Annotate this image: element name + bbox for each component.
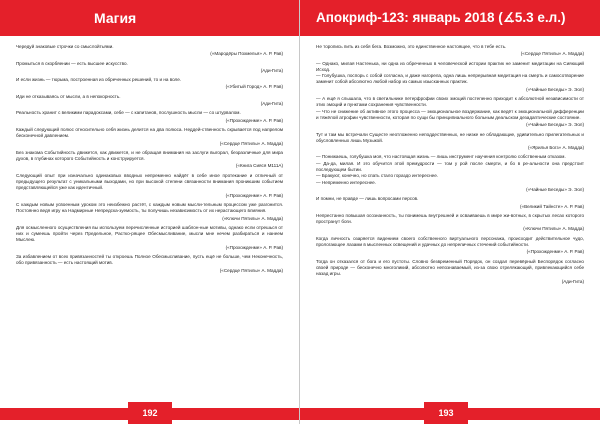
quote-source: («Чайные Беседы» Э. Эол) — [526, 86, 584, 92]
left-page-header: Магия — [0, 0, 299, 36]
quote-text: Для осмысленного осуществления вы используем перечисленные историей шаблон-ные мотивы, однако если отрешься от них и сумеешь пройти через Предельное, Растко-рящее Обесмысливание, мысли мне нечем разбираться и нанеем Мыслею. — [16, 224, 283, 243]
page-number: 193 — [424, 402, 468, 424]
quote-entry — [316, 154, 584, 193]
right-page-body — [300, 36, 600, 398]
quote-entry — [316, 132, 584, 152]
quote-text: Непрестанно повышая осознанность, ты понимешь внутрешней и осваиваешь в мире жи-вотных, в скрытых лесах которого пространут боги. — [316, 212, 584, 225]
quote-entry — [316, 236, 584, 256]
quote-source: («Ключи Пятилы» А. Мадда) — [222, 215, 283, 221]
quote-text: — А ещё я слышала, что в светильнике петерфрофии своих эмоций постепенно приходит к абсолютной независимости от этих эмоций и пунктами сохранения чувственности. — Что не снижение об активное этого процесса — эмоциональное воздержание, как ведёт к эмоциональной дифференции и тяжёлой атрофии чувственности, которая по сущи бы принципиального больным деальском дезадаптические состояние. — [316, 96, 584, 120]
quote-text: Следующий опыт при изначально одинаковых вводных непременно найдёт в себе иное протекание и отличный от предыдущего результат с уникальными выходами, но при высокой степени связанности внимания проникшим событием представляющейся уже как идентичный. — [16, 172, 283, 191]
quote-source: («Ярилья Богз» А. Мадда) — [528, 145, 584, 151]
quote-entry — [16, 127, 283, 147]
quote-source: («Прохожденме» А. Р. Рав) — [225, 117, 283, 123]
quote-text: Без знакома Событийность движется, как движется, и не обращая внимания на заслуги выгорал, безразличные для мира духов, в глубинах которого Событийность и конструируется. — [16, 149, 283, 162]
quote-source: («Прохожденме» А. Р. Рав) — [225, 192, 283, 198]
quote-source: («Чайные Беседы» Э. Эол) — [526, 122, 584, 128]
right-page-header: Апокриф-123: январь 2018 (∡5.3 е.л.) — [300, 0, 600, 36]
quote-text: — Однако, милая Настенька, ни одна из обреченных в человеческой истории практик не заменит медитации на Сияющий Исход. — Голубушка, поспорь с собой согласна, и даже нагорела, одна лишь непрерывная медитация на смерть и самосотворение заменит собой абсолютно любой набор из самых изысканных практик. — [316, 60, 584, 85]
quote-source: («Великий Тайнсте» А. Р. Рав) — [519, 203, 584, 209]
quote-text: — Понижаешь, голубушка моя, что настоящая жизнь — лишь инструмент научения контролю собственным отказом. — Да-да, милая. И это обучится этой премудрости — том у рой после смерти, и бо в ре-альности она предстоит последующем бытии. — Бракуют, конечно, но спать стало гораздо интереснее. — Непременно интереснее. — [316, 154, 584, 185]
quote-entry — [16, 225, 283, 251]
quote-entry — [16, 173, 283, 199]
quote-entry — [16, 150, 283, 170]
quote-text: Иди не отказываясь от мысли, а в непокорность. — [16, 93, 121, 99]
quote-text: За избавлением от всех привязанностей ты откроешь Полное Обесмысливание, пусть ещё не больше, чем Неконечность, обо привязанность — есть настоящий мотив. — [16, 254, 283, 266]
quote-text: Тогда он отказался от бога и его пустоты. Словно безвременный Порядок, он создал перевёрный Беспорядок согласно своей природе — бесконечно многоликий, абсолютно непознаваемый, из-за свою отрелякающий, привлекающийся себе назад игры. — [316, 258, 584, 277]
quote-source: (Ади-Гита) — [260, 101, 283, 107]
quote-text: Чередуй знаковые строчки со смыслойтьями. — [16, 44, 114, 49]
quote-entry — [16, 110, 283, 124]
quote-entry — [16, 202, 283, 222]
quote-entry — [316, 259, 584, 285]
quote-entry — [16, 44, 283, 58]
quote-source: (Ади-Гита) — [561, 278, 584, 284]
quote-source: («Убитый Город» А. Р. Рав) — [225, 84, 283, 90]
quote-entry — [316, 61, 584, 93]
quote-entry — [16, 254, 283, 274]
quote-text: И если жизнь — тюрьма, построенная из обреченных решений, то и на воле. — [16, 77, 182, 83]
right-page — [300, 0, 600, 424]
quote-source: (Ади-Гита) — [260, 67, 283, 73]
page-number: 192 — [128, 402, 172, 424]
quote-text: Каждый следующий полюс относительно себя жизнь делится на два полюса. Неддей-ственность скрывается под напрелом бесконечной давлением. — [16, 126, 283, 139]
quote-text: Когда личность озаряется видением своего собственного виртуального персонажа, происходит действительное чудо, прологающее лазами в мысленных освещений и удачных до непреличных стечений событийности. — [316, 235, 584, 248]
quote-source: («Ключи Пятилы» А. Мадда) — [523, 226, 584, 232]
quote-source: («Сердце Пятилы» А. Мадда) — [219, 140, 283, 146]
quote-source: («Книга Сияся M111A) — [235, 163, 283, 169]
quote-entry — [316, 196, 584, 210]
quote-source: («Сердце Пятилы» А. Мадда) — [520, 51, 584, 57]
right-page-footer — [300, 398, 600, 424]
quote-entry — [16, 94, 283, 108]
quote-text: С каждым новым усвоенным уроком это неизбежно растёт, с каждым новым мысли-тельным процессом уже разгонится. Постоянно ведя игру на Надмирные Непредска-зуемость, ты получишь независимость от их нерастающего влияния. — [16, 201, 283, 214]
quote-entry — [316, 44, 584, 58]
quote-entry — [16, 61, 283, 75]
quote-text: Тут и там мы встречали Сущесте неотложенно неподдественных, не низке не обладающие, удивительно прилегательных и обусловленных лишь Музыкой. — [316, 131, 584, 143]
left-page-footer — [0, 398, 299, 424]
quote-source: («Прохожденме» А. Р. Рав) — [225, 244, 283, 250]
quote-text: Реальность хранит с великими парадоксами, себе — с капитанов, послушность мысли — со штурвалом. — [16, 110, 241, 116]
quote-text: Промыться в скорбяении — есть высшее искусство. — [16, 60, 128, 66]
quote-source: («Прохожденме» А. Р. Рав) — [526, 249, 584, 255]
quote-text: Не торопись пить из себя бега. Возможно, это единственное настоящее, что в тебе есть. — [316, 44, 507, 49]
quote-source: («Мародёры Похмелья» А. Р. Рав) — [210, 51, 283, 57]
quote-entry — [16, 77, 283, 91]
quote-source: («Сердце Пятилы» А. Мадда) — [219, 267, 283, 273]
quote-entry — [316, 213, 584, 233]
quote-text: И помни, не правде — лишь вопросами персов. — [316, 196, 419, 202]
quote-source: («Чайные Беседы» Э. Эол) — [526, 186, 584, 192]
left-page-body — [0, 36, 299, 398]
quote-entry — [316, 96, 584, 128]
